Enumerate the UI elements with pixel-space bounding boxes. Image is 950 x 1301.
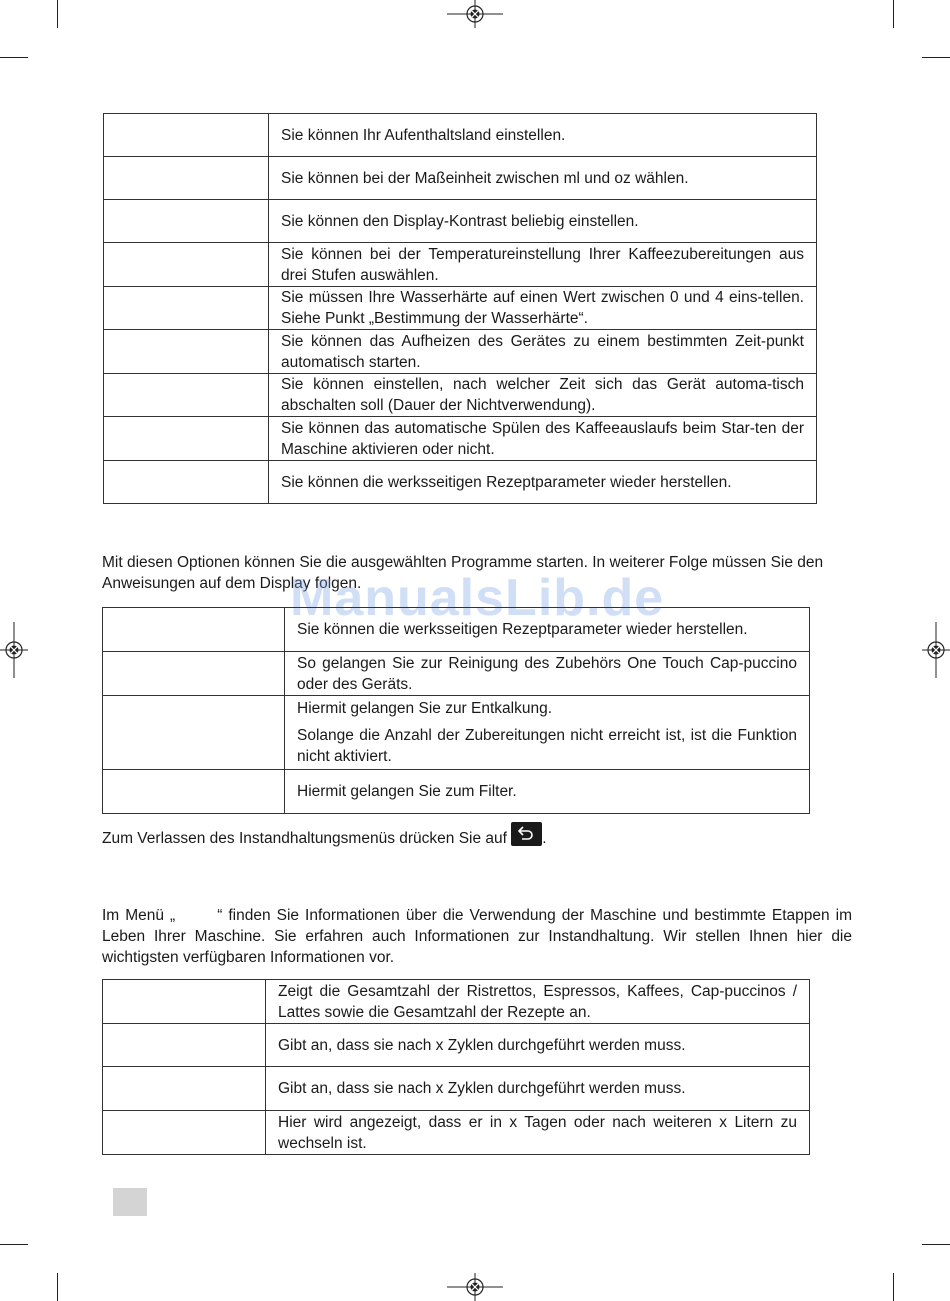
settings-table — [103, 113, 817, 504]
watermark: ManualsLib.de — [290, 569, 665, 627]
table-row — [104, 200, 817, 243]
row-label — [103, 1024, 266, 1067]
info-intro — [102, 905, 852, 968]
page-number-box — [113, 1188, 147, 1216]
row-label — [103, 652, 285, 696]
row-description: Sie können bei der Temperatureinstellung Ihrer Kaffeezubereitungen aus drei Stufen auswählen. — [269, 243, 817, 287]
row-label — [103, 696, 285, 770]
row-description: Sie können das Aufheizen des Gerätes zu einem bestimmten Zeit-punkt automatisch starten. — [269, 330, 817, 374]
registration-mark-icon — [447, 1273, 503, 1301]
registration-mark-icon — [922, 622, 950, 678]
maintenance-intro: Mit diesen Optionen können Sie die ausgewählten Programme starten. In weiterer Folge müssen Sie den Anweisungen auf dem Display folgen. — [102, 554, 824, 592]
row-label — [104, 461, 269, 504]
row-label — [104, 374, 269, 417]
row-description: Sie können einstellen, nach welcher Zeit sich das Gerät automa-tisch abschalten soll (Dauer der Nichtverwendung). — [269, 374, 817, 417]
exit-text: Zum Verlassen des Instandhaltungsmenüs drücken Sie auf — [102, 830, 507, 847]
row-description: Sie können die werksseitigen Rezeptparameter wieder herstellen. — [285, 608, 810, 652]
maintenance-table — [102, 607, 810, 814]
table-row — [103, 1111, 810, 1155]
row-description: Hier wird angezeigt, dass er in x Tagen oder nach weiteren x Litern zu wechseln ist. — [266, 1111, 810, 1155]
info-body: “ finden Sie Informationen über die Verwendung der Maschine und bestimmte Etappen im Leben Ihrer Maschine. Sie erfahren auch Informationen zur Instandhaltung. Wir stellen Ihnen hier die wichtigsten verfügbaren Informationen vor. — [102, 907, 852, 966]
row-label — [104, 200, 269, 243]
row-description: Sie können bei der Maßeinheit zwischen ml und oz wählen. — [269, 157, 817, 200]
row-description: Sie können den Display-Kontrast beliebig einstellen. — [269, 200, 817, 243]
row-description: So gelangen Sie zur Reinigung des Zubehörs One Touch Cap-puccino oder des Geräts. — [285, 652, 810, 696]
table-row — [104, 417, 817, 461]
table-row — [103, 608, 810, 652]
row-description: Zeigt die Gesamtzahl der Ristrettos, Espressos, Kaffees, Cap-puccinos / Lattes sowie die Gesamtzahl der Rezepte an. — [266, 980, 810, 1024]
information-table — [102, 979, 810, 1155]
table-row — [103, 980, 810, 1024]
row-label — [104, 157, 269, 200]
table-row — [104, 243, 817, 287]
registration-mark-icon — [447, 0, 503, 28]
table-row — [103, 696, 810, 770]
crop-mark — [893, 0, 894, 28]
table-row — [103, 770, 810, 814]
exit-instruction — [102, 822, 802, 849]
back-arrow-icon — [511, 822, 542, 846]
row-label — [104, 114, 269, 157]
table-row — [103, 1067, 810, 1111]
crop-mark — [0, 1244, 28, 1245]
table-row — [104, 157, 817, 200]
row-label — [104, 417, 269, 461]
row-description: Sie müssen Ihre Wasserhärte auf einen Wert zwischen 0 und 4 eins-tellen. Siehe Punkt „Bestimmung der Wasserhärte“. — [269, 287, 817, 330]
table-row — [104, 461, 817, 504]
table-row — [103, 1024, 810, 1067]
row-label — [103, 980, 266, 1024]
info-prefix: Im Menü „ — [102, 907, 176, 924]
crop-mark — [893, 1273, 894, 1301]
row-description-main: Hiermit gelangen Sie zur Entkalkung. — [297, 700, 553, 717]
crop-mark — [922, 1244, 950, 1245]
row-description: Sie können die werksseitigen Rezeptparameter wieder herstellen. — [269, 461, 817, 504]
row-description — [285, 696, 810, 770]
table-row — [104, 114, 817, 157]
row-label — [103, 770, 285, 814]
row-label — [104, 330, 269, 374]
row-label — [103, 1111, 266, 1155]
table-row — [104, 287, 817, 330]
table-row — [104, 374, 817, 417]
row-description: Gibt an, dass sie nach x Zyklen durchgeführt werden muss. — [266, 1067, 810, 1111]
row-description: Gibt an, dass sie nach x Zyklen durchgeführt werden muss. — [266, 1024, 810, 1067]
crop-mark — [922, 57, 950, 58]
crop-mark — [0, 57, 28, 58]
row-description: Sie können Ihr Aufenthaltsland einstellen. — [269, 114, 817, 157]
row-label — [103, 608, 285, 652]
table-row — [103, 652, 810, 696]
exit-suffix: . — [542, 830, 547, 847]
row-description: Sie können das automatische Spülen des Kaffeeauslaufs beim Star-ten der Maschine aktivieren oder nicht. — [269, 417, 817, 461]
row-label — [104, 243, 269, 287]
row-description-note: Solange die Anzahl der Zubereitungen nicht erreicht ist, ist die Funktion nicht aktiviert. — [297, 727, 797, 765]
row-description: Hiermit gelangen Sie zum Filter. — [285, 770, 810, 814]
row-label — [104, 287, 269, 330]
crop-mark — [57, 1273, 58, 1301]
table-row — [104, 330, 817, 374]
row-label — [103, 1067, 266, 1111]
crop-mark — [57, 0, 58, 28]
registration-mark-icon — [0, 622, 28, 678]
